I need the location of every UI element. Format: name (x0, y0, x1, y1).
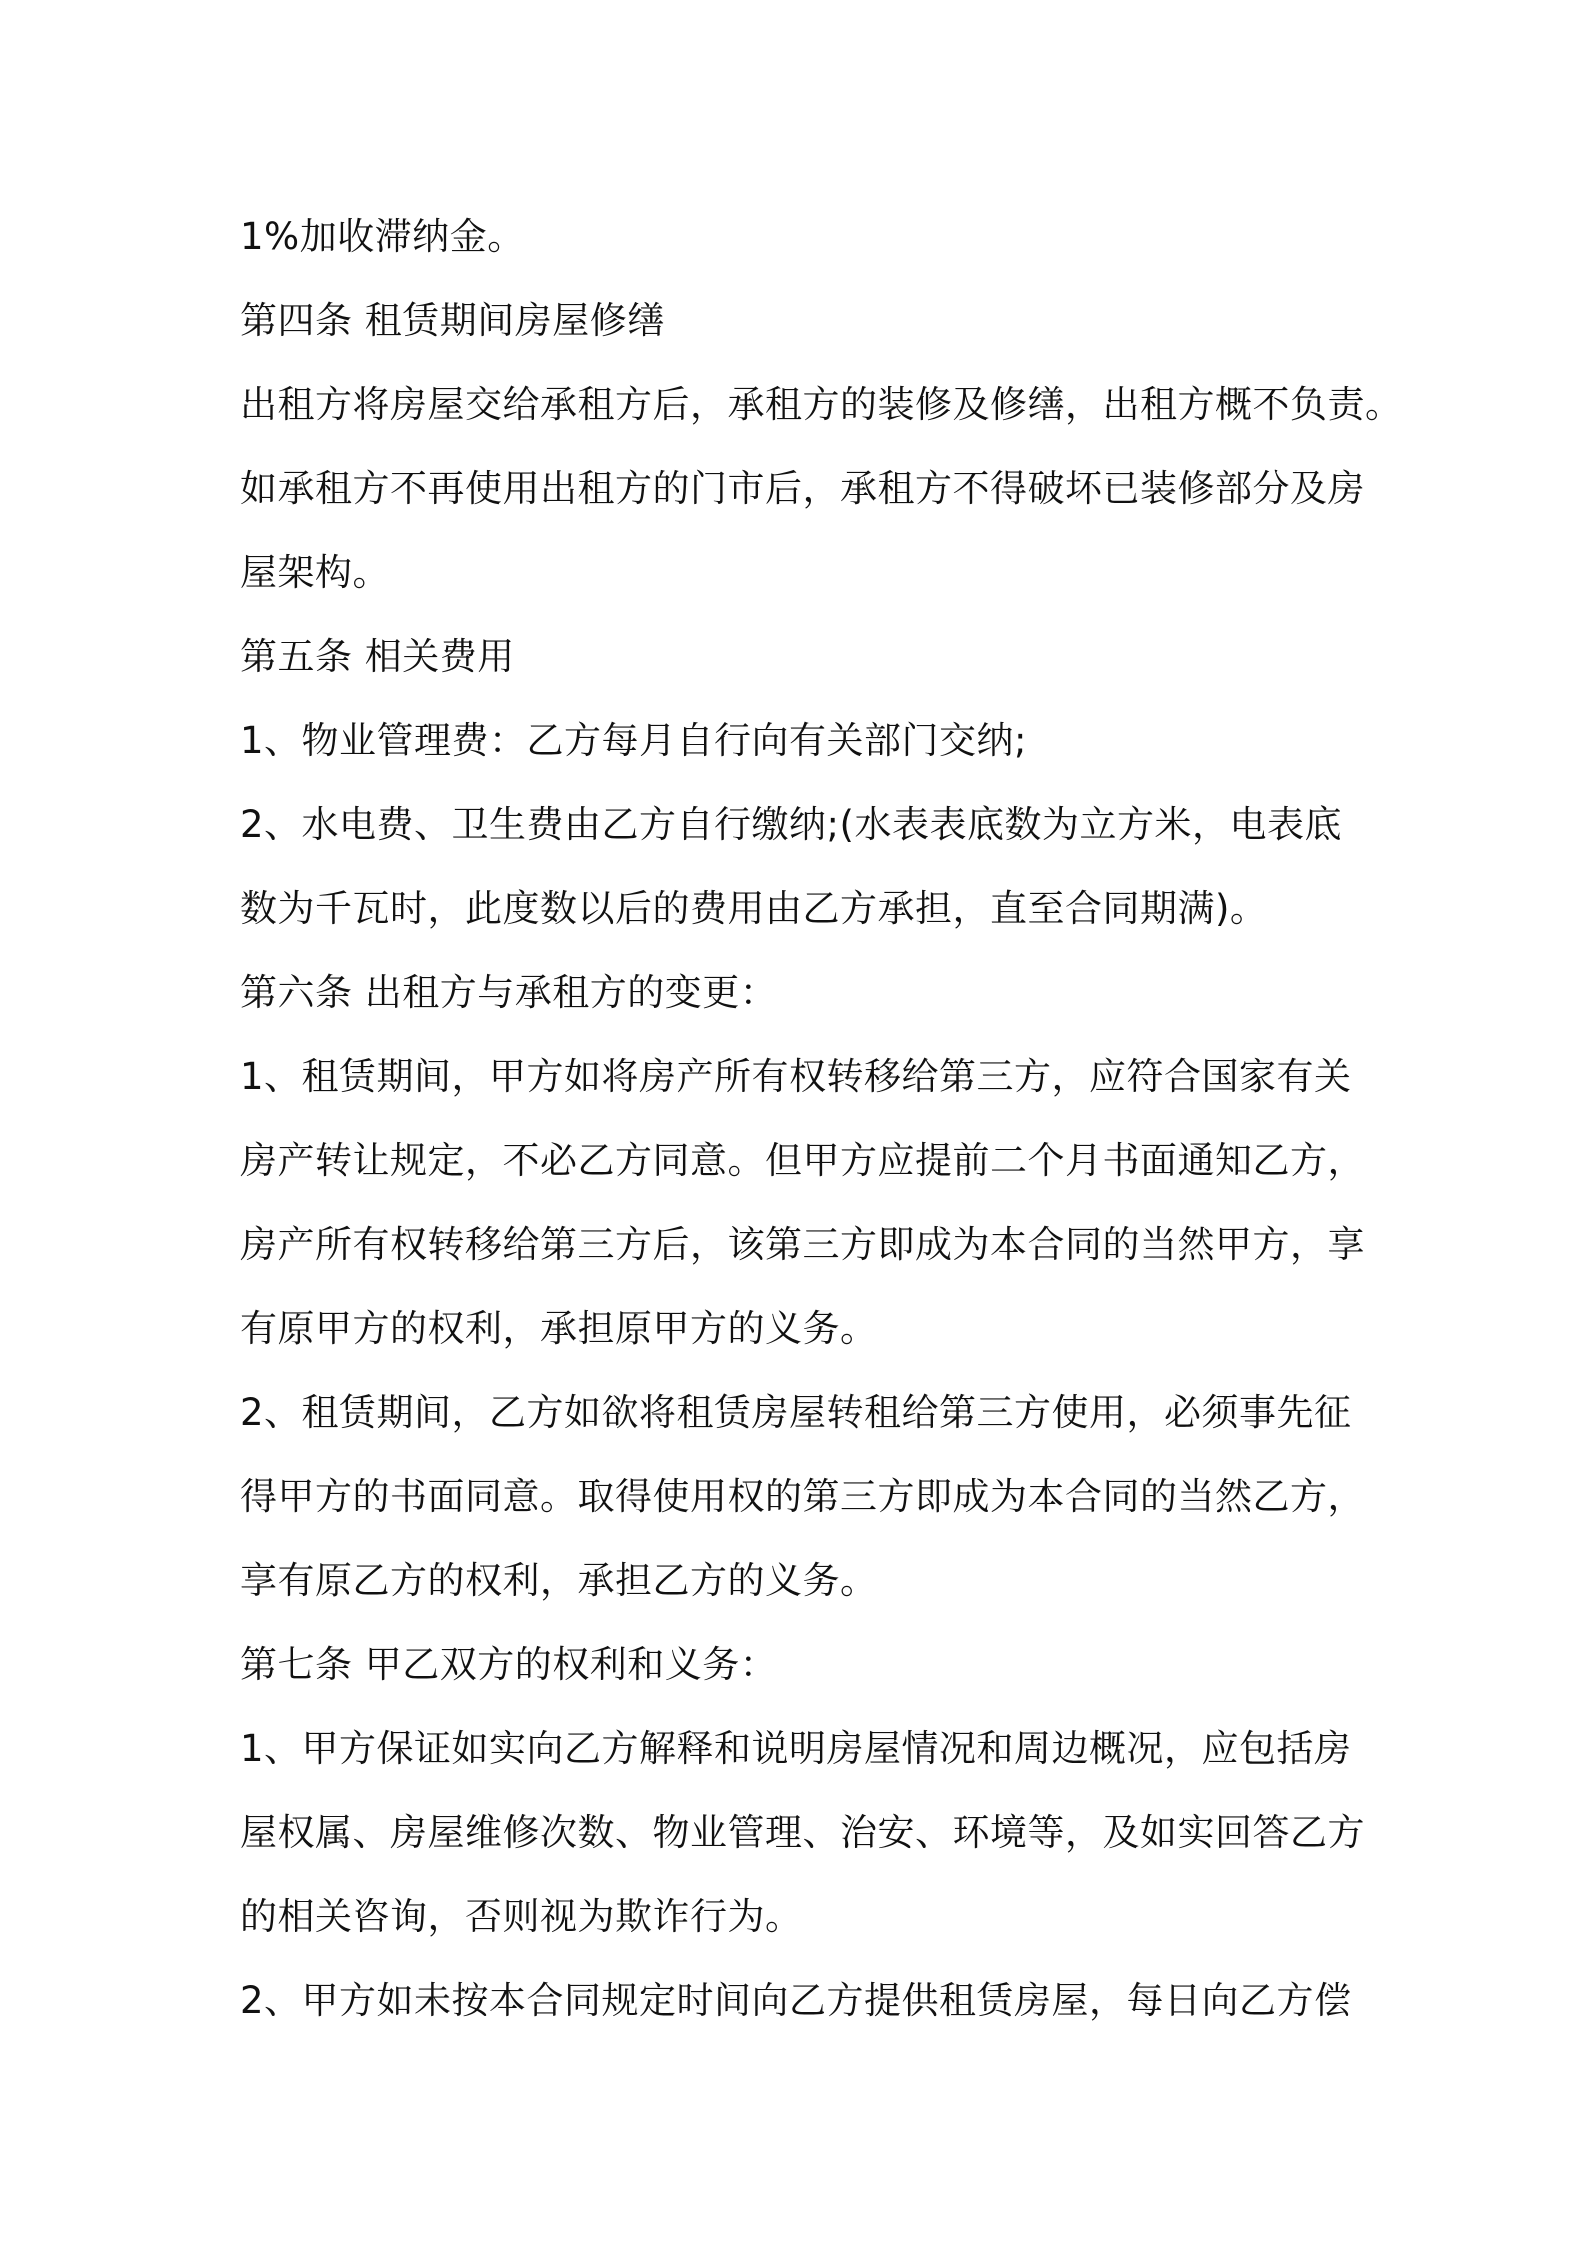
text-line: 1、物业管理费：乙方每月自行向有关部门交纳; (240, 719, 1028, 762)
text-line: 2、水电费、卫生费由乙方自行缴纳;(水表表底数为立方米，电表底 (240, 803, 1342, 846)
text-line: 有原甲方的权利，承担原甲方的义务。 (240, 1307, 878, 1350)
text-line: 2、甲方如未按本合同规定时间向乙方提供租赁房屋，每日向乙方偿 (240, 1979, 1352, 2022)
text-line: 数为千瓦时，此度数以后的费用由乙方承担，直至合同期满)。 (240, 887, 1268, 930)
text-line: 屋权属、房屋维修次数、物业管理、治安、环境等，及如实回答乙方 (240, 1811, 1365, 1854)
text-line: 2、租赁期间，乙方如欲将租赁房屋转租给第三方使用，必须事先征 (240, 1391, 1352, 1434)
document-body (240, 195, 1403, 2043)
text-line: 得甲方的书面同意。取得使用权的第三方即成为本合同的当然乙方， (240, 1475, 1365, 1518)
text-line: 的相关咨询，否则视为欺诈行为。 (240, 1895, 803, 1938)
heading-article-6: 第六条 出租方与承租方的变更： (240, 971, 778, 1014)
text-line: 出租方将房屋交给承租方后，承租方的装修及修缮，出租方概不负责。 (240, 383, 1403, 426)
text-line: 房产转让规定，不必乙方同意。但甲方应提前二个月书面通知乙方， (240, 1139, 1365, 1182)
heading-article-7: 第七条 甲乙双方的权利和义务： (240, 1643, 778, 1686)
text-line: 享有原乙方的权利，承担乙方的义务。 (240, 1559, 878, 1602)
text-line-late-fee: 1%加收滞纳金。 (240, 215, 525, 258)
text-line: 房产所有权转移给第三方后，该第三方即成为本合同的当然甲方，享 (240, 1223, 1365, 1266)
text-line: 如承租方不再使用出租方的门市后，承租方不得破坏已装修部分及房 (240, 467, 1365, 510)
text-line: 屋架构。 (240, 551, 390, 594)
text-line: 1、甲方保证如实向乙方解释和说明房屋情况和周边概况，应包括房 (240, 1727, 1352, 1770)
text-line: 1、租赁期间，甲方如将房产所有权转移给第三方，应符合国家有关 (240, 1055, 1352, 1098)
heading-article-4: 第四条 租赁期间房屋修缮 (240, 299, 665, 342)
heading-article-5: 第五条 相关费用 (240, 635, 515, 678)
